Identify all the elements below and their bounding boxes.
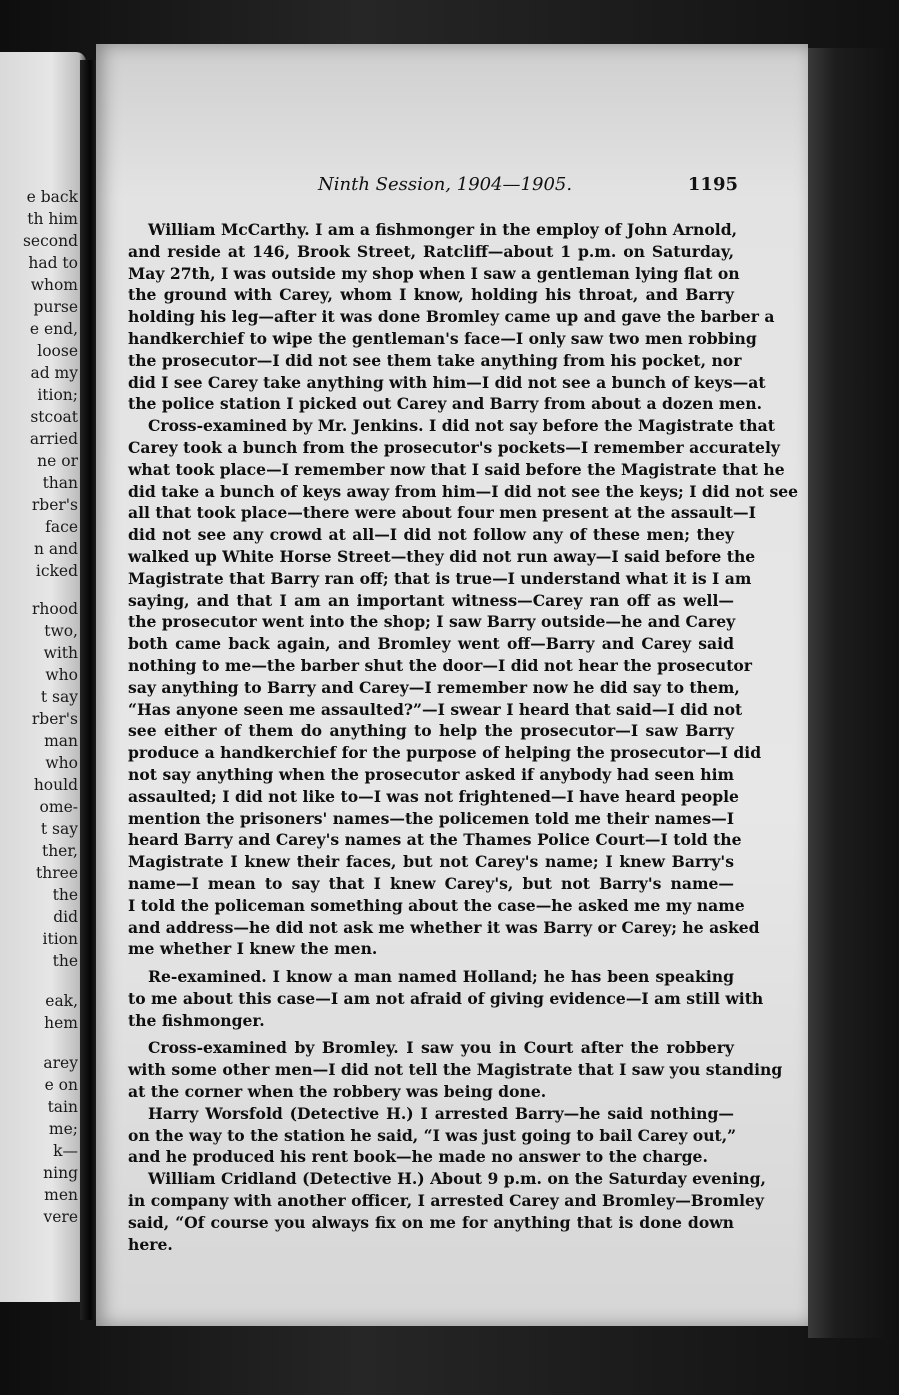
left-page-text-fragment: stcoat bbox=[30, 408, 78, 426]
text-line: not say anything when the prosecutor asked if anybody had seen him bbox=[128, 764, 734, 784]
left-page-text-fragment: did bbox=[53, 908, 78, 926]
left-page-text-fragment: n and bbox=[33, 540, 78, 558]
paragraph bbox=[128, 415, 799, 960]
left-page-text-fragment: ition; bbox=[37, 386, 78, 404]
left-page-text-fragment: e end, bbox=[29, 320, 78, 338]
left-page-text-fragment: the bbox=[52, 886, 78, 904]
left-page-text-fragment: man bbox=[44, 732, 78, 750]
text-line: the ground with Carey, whom I know, holding his throat, and Barry bbox=[128, 285, 734, 305]
text-line: Magistrate I knew their faces, but not Carey's name; I knew Barry's bbox=[128, 852, 734, 872]
left-page-text-fragment: ne or bbox=[37, 452, 78, 470]
left-page-text-fragment: arey bbox=[43, 1054, 78, 1072]
page-number: 1195 bbox=[687, 174, 738, 195]
text-line: Magistrate that Barry ran off; that is true—I understand what it is I am bbox=[128, 568, 752, 588]
text-line: did take a bunch of keys away from him—I did not see the keys; I did not see bbox=[128, 481, 799, 501]
left-page-text-fragment: who bbox=[45, 666, 78, 684]
text-line: William Cridland (Detective H.) About 9 p.m. on the Saturday evening, bbox=[148, 1169, 766, 1189]
text-line: the fishmonger. bbox=[128, 1010, 265, 1030]
left-page-text-fragment: arried bbox=[29, 430, 78, 448]
left-page-text-fragment: tain bbox=[47, 1098, 78, 1116]
text-line: on the way to the station he said, “I was just going to bail Carey out,” bbox=[128, 1125, 737, 1145]
text-line: Carey took a bunch from the prosecutor's pockets—I remember accurately bbox=[128, 437, 780, 457]
text-line: nothing to me—the barber shut the door—I did not hear the prosecutor bbox=[128, 655, 753, 675]
left-page-text-fragment: ther, bbox=[41, 842, 78, 860]
left-page-text-fragment: k— bbox=[53, 1142, 78, 1160]
text-line: I told the policeman something about the case—he asked me my name bbox=[128, 895, 745, 915]
left-page-text-fragment: ad my bbox=[30, 364, 78, 382]
text-line: name—I mean to say that I knew Carey's, but not Barry's name— bbox=[128, 873, 734, 893]
paragraph bbox=[128, 219, 775, 415]
text-line: and he produced his rent book—he made no answer to the charge. bbox=[128, 1147, 708, 1167]
paragraph bbox=[128, 1103, 737, 1168]
left-page-edge bbox=[0, 52, 86, 1302]
text-line: Cross-examined by Bromley. I saw you in Court after the robbery bbox=[148, 1038, 734, 1058]
text-line: “Has anyone seen me assaulted?”—I swear I heard that said—I did not bbox=[128, 699, 743, 719]
text-line: assaulted; I did not like to—I was not frightened—I have heard people bbox=[128, 786, 739, 806]
left-page-text-fragment: vere bbox=[43, 1208, 78, 1226]
text-line: the prosecutor—I did not see them take anything from his pocket, nor bbox=[128, 350, 742, 370]
left-page-text-fragment: t say bbox=[40, 688, 78, 706]
text-line: William McCarthy. I am a fishmonger in the employ of John Arnold, bbox=[148, 220, 738, 239]
text-line: to me about this case—I am not afraid of giving evidence—I am still with bbox=[128, 988, 764, 1008]
paragraph bbox=[128, 1037, 783, 1102]
text-line: saying, and that I am an important witness—Carey ran off as well— bbox=[128, 590, 734, 610]
text-line: Re-examined. I know a man named Holland; he has been speaking bbox=[148, 967, 734, 987]
paragraph bbox=[128, 966, 764, 1031]
text-line: walked up White Horse Street—they did not run away—I said before the bbox=[128, 546, 756, 566]
left-page-text-fragment: than bbox=[42, 474, 78, 492]
text-line: the prosecutor went into the shop; I saw Barry outside—he and Carey bbox=[128, 612, 736, 632]
text-line: and address—he did not ask me whether it was Barry or Carey; he asked bbox=[128, 917, 760, 937]
left-page-text-fragment: rber's bbox=[31, 496, 78, 514]
left-page-text-fragment: rber's bbox=[31, 710, 78, 728]
text-line: holding his leg—after it was done Bromley came up and gave the barber a bbox=[128, 307, 775, 327]
left-page-text-fragment: three bbox=[36, 864, 78, 882]
left-page-text-fragment: ition bbox=[42, 930, 78, 948]
left-page-text-fragment: had to bbox=[28, 254, 78, 272]
paragraph bbox=[128, 1168, 766, 1255]
text-line: and reside at 146, Brook Street, Ratcliff—about 1 p.m. on Saturday, bbox=[128, 241, 734, 261]
left-page-text-fragment: hould bbox=[33, 776, 78, 794]
left-page-text-fragment: whom bbox=[30, 276, 78, 294]
left-page-text-fragment: hem bbox=[44, 1014, 78, 1032]
text-line: did I see Carey take anything with him—I did not see a bunch of keys—at bbox=[128, 372, 766, 392]
text-line: at the corner when the robbery was being done. bbox=[128, 1082, 547, 1102]
left-page-text-fragment: e on bbox=[44, 1076, 78, 1094]
page-edge-shadow bbox=[808, 48, 899, 1338]
text-line: handkerchief to wipe the gentleman's face—I only saw two men robbing bbox=[128, 328, 757, 348]
text-line: heard Barry and Carey's names at the Thames Police Court—I told the bbox=[128, 830, 742, 850]
text-line: produce a handkerchief for the purpose of helping the prosecutor—I did bbox=[128, 743, 762, 763]
left-page-text-fragment: the bbox=[52, 952, 78, 970]
left-page-text-fragment: two, bbox=[44, 622, 78, 640]
left-page-text-fragment: eak, bbox=[45, 992, 78, 1010]
left-page-text-fragment: ning bbox=[43, 1164, 78, 1182]
text-line: me whether I knew the men. bbox=[128, 939, 378, 959]
text-line: say anything to Barry and Carey—I remember now he did say to them, bbox=[128, 677, 740, 697]
left-page-text-fragment: e back bbox=[26, 188, 78, 206]
left-page-text-fragment: t say bbox=[40, 820, 78, 838]
page-body bbox=[128, 219, 799, 1255]
text-line: with some other men—I did not tell the Magistrate that I saw you standing bbox=[128, 1060, 783, 1080]
left-page-text-fragment: me; bbox=[48, 1120, 78, 1138]
left-page-text-fragment: ome- bbox=[39, 798, 78, 816]
text-line: what took place—I remember now that I said before the Magistrate that he bbox=[128, 459, 785, 479]
text-line: here. bbox=[128, 1234, 173, 1254]
left-page-text-fragment: icked bbox=[35, 562, 78, 580]
text-line: both came back again, and Bromley went off—Barry and Carey said bbox=[128, 634, 734, 654]
left-page-text-fragment: with bbox=[43, 644, 78, 662]
left-page-text-fragment: th him bbox=[27, 210, 78, 228]
left-page-text-fragment: face bbox=[45, 518, 78, 536]
left-page-text-fragment: men bbox=[44, 1186, 78, 1204]
text-line: Cross-examined by Mr. Jenkins. I did not say before the Magistrate that bbox=[148, 416, 775, 436]
text-line: May 27th, I was outside my shop when I saw a gentleman lying flat on bbox=[128, 263, 740, 283]
text-line: the police station I picked out Carey and Barry from about a dozen men. bbox=[128, 394, 763, 414]
left-page-text-fragment: second bbox=[22, 232, 78, 250]
text-line: all that took place—there were about four men present at the assault—I bbox=[128, 503, 756, 523]
text-line: did not see any crowd at all—I did not follow any of these men; they bbox=[128, 525, 734, 545]
left-page-text-fragment: purse bbox=[33, 298, 78, 316]
text-line: see either of them do anything to help the prosecutor—I saw Barry bbox=[128, 721, 734, 741]
session-title: Ninth Session, 1904—1905. bbox=[318, 174, 573, 195]
running-header bbox=[318, 174, 738, 195]
left-page-text-fragment: loose bbox=[37, 342, 78, 360]
text-line: mention the prisoners' names—the policemen told me their names—I bbox=[128, 808, 734, 828]
left-page-text-fragment: rhood bbox=[32, 600, 78, 618]
text-line: said, “Of course you always fix on me for anything that is done down bbox=[128, 1212, 734, 1232]
text-line: Harry Worsfold (Detective H.) I arrested Barry—he said nothing— bbox=[148, 1103, 734, 1123]
text-line: in company with another officer, I arrested Carey and Bromley—Bromley bbox=[128, 1191, 764, 1211]
left-page-text-fragment: who bbox=[45, 754, 78, 772]
